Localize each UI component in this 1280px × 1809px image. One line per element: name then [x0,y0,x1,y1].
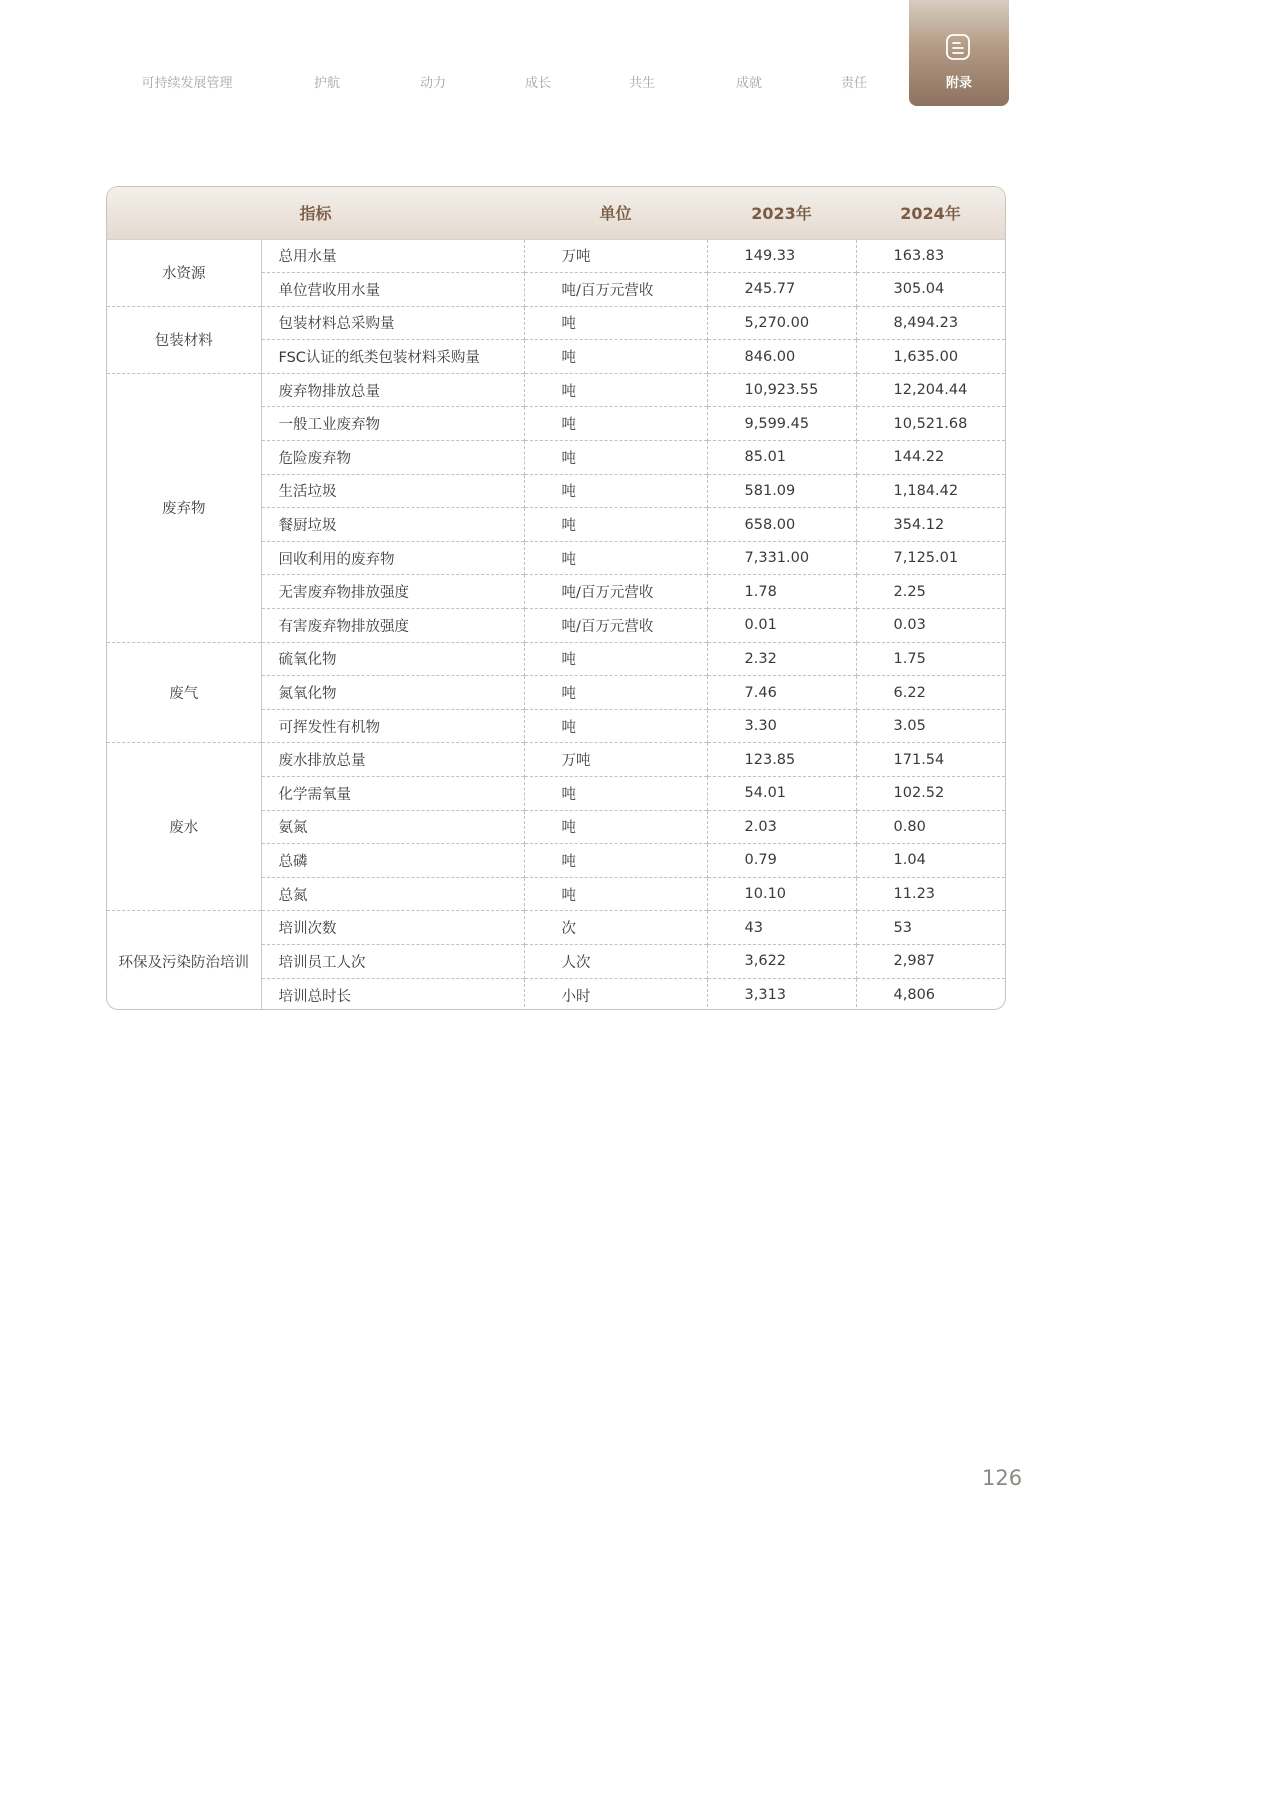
indicator-cell: 包装材料总采购量 [261,306,524,340]
value-2024-cell: 163.83 [856,239,1005,273]
document-icon [945,33,971,61]
value-2024-cell: 1,184.42 [856,474,1005,508]
indicator-cell: FSC认证的纸类包装材料采购量 [261,340,524,374]
unit-cell: 小时 [524,978,707,1010]
unit-cell: 吨 [524,340,707,374]
value-2024-cell: 171.54 [856,743,1005,777]
indicator-cell: 总用水量 [261,239,524,273]
unit-cell: 吨 [524,541,707,575]
value-2023-cell: 846.00 [707,340,856,374]
value-2023-cell: 5,270.00 [707,306,856,340]
unit-cell: 万吨 [524,743,707,777]
indicator-cell: 一般工业废弃物 [261,407,524,441]
unit-cell: 吨 [524,407,707,441]
value-2023-cell: 2.32 [707,642,856,676]
value-2024-cell: 3.05 [856,709,1005,743]
value-2024-cell: 53 [856,911,1005,945]
value-2023-cell: 3,622 [707,944,856,978]
value-2023-cell: 10.10 [707,877,856,911]
value-2023-cell: 7,331.00 [707,541,856,575]
nav-item-achievement[interactable]: 成就 [735,76,763,91]
value-2023-cell: 658.00 [707,508,856,542]
table-row [107,911,1005,945]
value-2023-cell: 54.01 [707,777,856,811]
value-2024-cell: 354.12 [856,508,1005,542]
header-indicator: 指标 [107,187,524,239]
unit-cell: 吨 [524,844,707,878]
indicator-cell: 可挥发性有机物 [261,709,524,743]
nav-item-management[interactable]: 可持续发展管理 [141,76,233,91]
indicator-cell: 危险废弃物 [261,441,524,475]
indicator-cell: 废弃物排放总量 [261,373,524,407]
indicator-cell: 氨氮 [261,810,524,844]
value-2024-cell: 102.52 [856,777,1005,811]
table-row [107,642,1005,676]
indicator-cell: 培训员工人次 [261,944,524,978]
table-row [107,306,1005,340]
indicator-cell: 废水排放总量 [261,743,524,777]
value-2023-cell: 149.33 [707,239,856,273]
value-2023-cell: 43 [707,911,856,945]
indicator-cell: 餐厨垃圾 [261,508,524,542]
indicator-cell: 有害废弃物排放强度 [261,609,524,643]
unit-cell: 吨 [524,810,707,844]
indicator-cell: 培训总时长 [261,978,524,1010]
value-2023-cell: 0.01 [707,609,856,643]
value-2024-cell: 6.22 [856,676,1005,710]
unit-cell: 吨 [524,508,707,542]
header-unit: 单位 [524,187,707,239]
value-2024-cell: 1,635.00 [856,340,1005,374]
category-cell: 水资源 [107,239,261,306]
unit-cell: 万吨 [524,239,707,273]
category-cell: 废水 [107,743,261,911]
value-2023-cell: 3.30 [707,709,856,743]
unit-cell: 吨/百万元营收 [524,273,707,307]
value-2024-cell: 12,204.44 [856,373,1005,407]
value-2023-cell: 85.01 [707,441,856,475]
header-2023: 2023年 [707,187,856,239]
unit-cell: 吨 [524,777,707,811]
environment-data-table [106,186,1006,1010]
value-2023-cell: 1.78 [707,575,856,609]
value-2024-cell: 1.75 [856,642,1005,676]
value-2023-cell: 245.77 [707,273,856,307]
table-row [107,239,1005,273]
table-row [107,743,1005,777]
value-2024-cell: 8,494.23 [856,306,1005,340]
indicator-cell: 硫氧化物 [261,642,524,676]
indicator-cell: 总磷 [261,844,524,878]
value-2024-cell: 10,521.68 [856,407,1005,441]
value-2024-cell: 7,125.01 [856,541,1005,575]
value-2023-cell: 10,923.55 [707,373,856,407]
value-2024-cell: 11.23 [856,877,1005,911]
nav-item-appendix[interactable] [909,0,1009,106]
nav-item-symbiosis[interactable]: 共生 [628,76,656,91]
value-2024-cell: 0.80 [856,810,1005,844]
top-navigation [0,0,1106,110]
value-2023-cell: 7.46 [707,676,856,710]
unit-cell: 次 [524,911,707,945]
unit-cell: 吨 [524,373,707,407]
unit-cell: 吨 [524,474,707,508]
table-header-row [107,187,1005,239]
category-cell: 废气 [107,642,261,743]
value-2023-cell: 3,313 [707,978,856,1010]
value-2024-cell: 2,987 [856,944,1005,978]
indicator-cell: 化学需氧量 [261,777,524,811]
value-2024-cell: 2.25 [856,575,1005,609]
unit-cell: 吨 [524,709,707,743]
nav-item-power[interactable]: 动力 [419,76,447,91]
category-cell: 废弃物 [107,373,261,642]
nav-item-growth[interactable]: 成长 [524,76,552,91]
value-2023-cell: 581.09 [707,474,856,508]
value-2023-cell: 2.03 [707,810,856,844]
indicator-cell: 生活垃圾 [261,474,524,508]
nav-item-responsibility[interactable]: 责任 [840,76,868,91]
unit-cell: 吨 [524,877,707,911]
indicator-cell: 氮氧化物 [261,676,524,710]
indicator-cell: 回收利用的废弃物 [261,541,524,575]
value-2024-cell: 4,806 [856,978,1005,1010]
value-2024-cell: 1.04 [856,844,1005,878]
value-2024-cell: 0.03 [856,609,1005,643]
indicator-cell: 无害废弃物排放强度 [261,575,524,609]
unit-cell: 吨 [524,306,707,340]
unit-cell: 吨 [524,676,707,710]
value-2023-cell: 9,599.45 [707,407,856,441]
value-2024-cell: 305.04 [856,273,1005,307]
indicator-cell: 总氮 [261,877,524,911]
unit-cell: 人次 [524,944,707,978]
nav-item-escort[interactable]: 护航 [313,76,341,91]
header-2024: 2024年 [856,187,1005,239]
page-number: 126 [982,1466,1023,1490]
unit-cell: 吨/百万元营收 [524,609,707,643]
indicator-cell: 培训次数 [261,911,524,945]
category-cell: 环保及污染防治培训 [107,911,261,1010]
value-2023-cell: 0.79 [707,844,856,878]
table-row [107,373,1005,407]
unit-cell: 吨 [524,642,707,676]
value-2023-cell: 123.85 [707,743,856,777]
unit-cell: 吨/百万元营收 [524,575,707,609]
category-cell: 包装材料 [107,306,261,373]
unit-cell: 吨 [524,441,707,475]
nav-item-appendix-label: 附录 [945,76,972,91]
indicator-cell: 单位营收用水量 [261,273,524,307]
value-2024-cell: 144.22 [856,441,1005,475]
